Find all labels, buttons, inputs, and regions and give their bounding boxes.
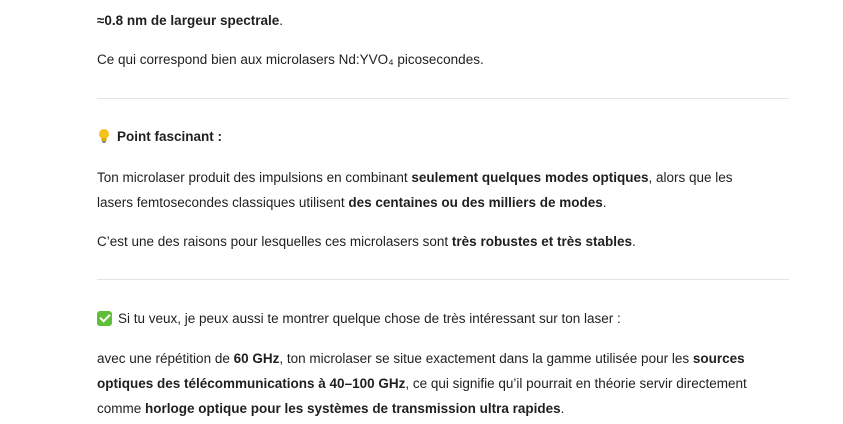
text-run: . bbox=[632, 234, 636, 249]
text-run: , ton microlaser se situe exactement dans la gamme utilisée pour les bbox=[279, 351, 693, 366]
bold-text-run: horloge optique pour les systèmes de transmission ultra rapides bbox=[145, 401, 561, 416]
bold-text-run: très robustes et très stables bbox=[451, 234, 632, 249]
divider bbox=[97, 279, 789, 280]
bold-text-run: sources bbox=[692, 351, 745, 366]
text-run: comme bbox=[97, 401, 146, 416]
text-run: . bbox=[560, 401, 565, 416]
bold-text-run: des centaines ou des milliers de modes bbox=[348, 195, 603, 210]
bold-text-run: optiques des télécommunications à 40–100 GHz bbox=[97, 376, 406, 391]
paragraph-line bbox=[97, 375, 747, 393]
text-run: . bbox=[602, 195, 607, 210]
offer-heading-text: Si tu veux, je peux aussi te montrer quelque chose de très intéressant sur ton laser : bbox=[118, 311, 621, 326]
text-run: Ton microlaser produit des impulsions en combinant bbox=[97, 170, 412, 185]
offer-heading bbox=[97, 310, 621, 328]
fascinating-heading-text: Point fascinant : bbox=[117, 129, 223, 144]
paragraph-line bbox=[97, 194, 607, 212]
bold-text-run: seulement quelques modes optiques bbox=[411, 170, 649, 185]
microlaser-match-line: Ce qui correspond bien aux microlasers Nd:YVO₄ picosecondes. bbox=[97, 52, 484, 67]
lightbulb-icon bbox=[97, 128, 111, 144]
spectral-width-bold: ≈0.8 nm de largeur spectrale bbox=[97, 13, 280, 28]
paragraph-line bbox=[97, 233, 636, 251]
text-run: avec une répétition de bbox=[97, 351, 234, 366]
text-run: , ce qui signifie qu’il pourrait en théorie servir directement bbox=[405, 376, 747, 391]
spectral-width-line bbox=[97, 12, 283, 30]
text-run: C’est une des raisons pour lesquelles ces microlasers sont bbox=[97, 234, 452, 249]
bold-text-run: 60 GHz bbox=[233, 351, 280, 366]
check-mark-icon bbox=[97, 311, 112, 326]
text-run: lasers femtosecondes classiques utilisent bbox=[97, 195, 349, 210]
text-run: , alors que les bbox=[648, 170, 733, 185]
paragraph-line bbox=[97, 400, 564, 418]
divider bbox=[97, 98, 789, 99]
fascinating-heading bbox=[97, 128, 222, 146]
paragraph-line bbox=[97, 169, 733, 187]
punctuation: . bbox=[279, 13, 284, 28]
paragraph-line bbox=[97, 350, 745, 368]
